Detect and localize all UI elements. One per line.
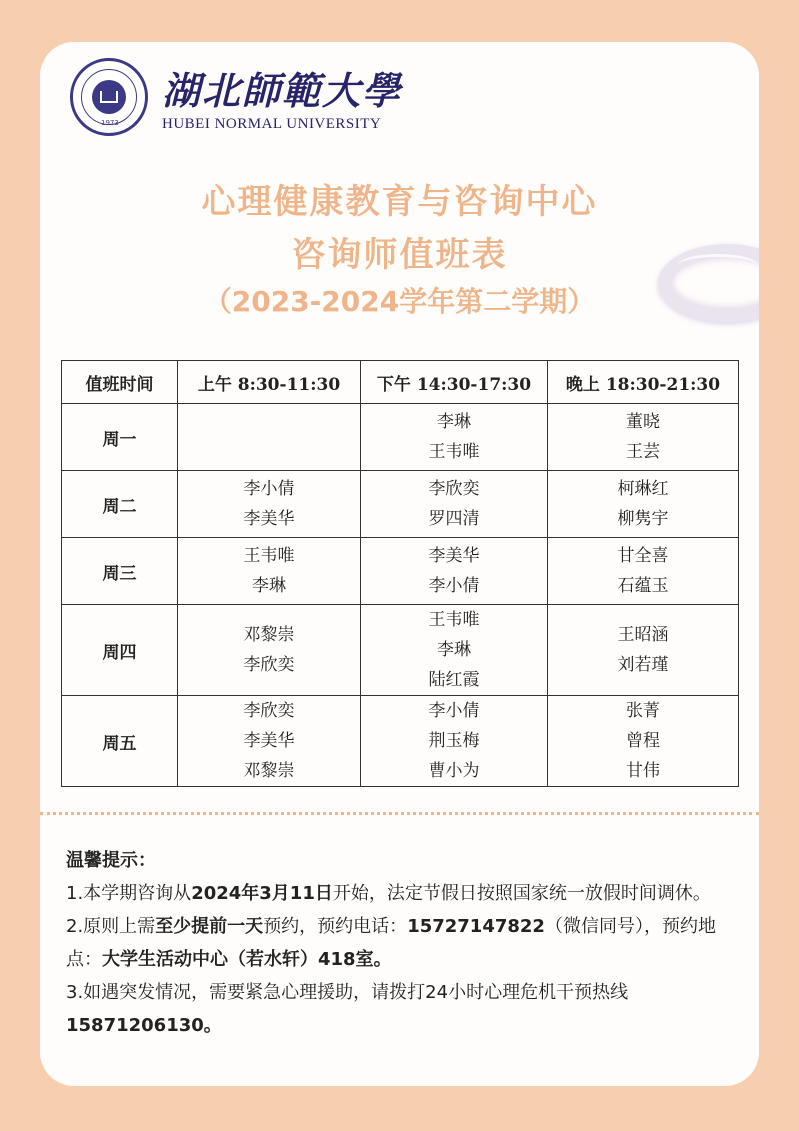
counselor-name: 董晓 bbox=[626, 412, 660, 432]
counselor-name: 王芸 bbox=[626, 442, 660, 462]
counselor-name: 陆红霞 bbox=[428, 670, 480, 690]
counselor-name: 李琳 bbox=[437, 640, 471, 660]
dotted-divider bbox=[40, 812, 759, 815]
header-morning: 上午 8:30-11:30 bbox=[178, 361, 361, 404]
table-row bbox=[62, 471, 739, 538]
title-schedule: 咨询师值班表 bbox=[291, 235, 508, 275]
tip-item-2: 2.原则上需至少提前一天预约，预约电话：15727147822（微信同号），预约地点：大学生活动中心（若水轩）418室。 bbox=[66, 916, 716, 970]
counselor-name: 李琳 bbox=[437, 412, 471, 432]
day-cell: 周三 bbox=[62, 538, 178, 605]
poster-card bbox=[40, 42, 759, 1086]
table-row bbox=[62, 605, 739, 696]
counselor-name: 张菁 bbox=[626, 701, 660, 721]
counselor-name: 李欣奕 bbox=[243, 701, 295, 721]
evening-cell bbox=[548, 696, 739, 787]
counselor-name: 李小倩 bbox=[428, 576, 480, 596]
afternoon-cell bbox=[361, 471, 548, 538]
counselor-name: 李欣奕 bbox=[428, 479, 480, 499]
counselor-name: 王韦唯 bbox=[428, 442, 480, 462]
evening-cell bbox=[548, 404, 739, 471]
counselor-name: 邓黎崇 bbox=[243, 625, 295, 645]
tips-heading: 温馨提示： bbox=[66, 850, 156, 871]
counselor-name: 李琳 bbox=[252, 576, 286, 596]
morning-cell bbox=[178, 538, 361, 605]
afternoon-cell bbox=[361, 696, 548, 787]
counselor-name: 甘全喜 bbox=[617, 546, 669, 566]
tip-item-3: 3.如遇突发情况，需要紧急心理援助，请拨打24小时心理危机干预热线 15871206130。 bbox=[66, 982, 629, 1036]
morning-cell bbox=[178, 471, 361, 538]
tips-section bbox=[66, 844, 741, 1042]
counselor-name: 石蕴玉 bbox=[617, 576, 669, 596]
day-cell: 周五 bbox=[62, 696, 178, 787]
counselor-name: 王昭涵 bbox=[617, 625, 669, 645]
counselor-name: 邓黎崇 bbox=[243, 761, 295, 781]
counselor-name: 李小倩 bbox=[428, 701, 480, 721]
counselor-name: 王韦唯 bbox=[243, 546, 295, 566]
day-cell: 周四 bbox=[62, 605, 178, 696]
counselor-name: 柯琳红 bbox=[617, 479, 669, 499]
counselor-name: 荆玉梅 bbox=[428, 731, 480, 751]
evening-cell bbox=[548, 605, 739, 696]
university-emblem-icon: 1973 bbox=[70, 58, 148, 136]
counselor-name: 李小倩 bbox=[243, 479, 295, 499]
title-term: （2023-2024学年第二学期） bbox=[203, 285, 596, 318]
afternoon-cell bbox=[361, 404, 548, 471]
counselor-name: 刘若瑾 bbox=[617, 655, 669, 675]
counselor-name: 曾程 bbox=[626, 731, 660, 751]
counselor-name: 罗四清 bbox=[428, 509, 480, 529]
evening-cell bbox=[548, 538, 739, 605]
counselor-name: 王韦唯 bbox=[428, 610, 480, 630]
counselor-name: 曹小为 bbox=[428, 761, 480, 781]
university-logo bbox=[70, 58, 410, 138]
tip-item-1: 1.本学期咨询从2024年3月11日开始，法定节假日按照国家统一放假时间调休。 bbox=[66, 883, 711, 904]
counselor-name: 李欣奕 bbox=[243, 655, 295, 675]
evening-cell bbox=[548, 471, 739, 538]
afternoon-cell bbox=[361, 538, 548, 605]
afternoon-cell bbox=[361, 605, 548, 696]
counselor-name: 甘伟 bbox=[626, 761, 660, 781]
table-row bbox=[62, 538, 739, 605]
header-evening: 晚上 18:30-21:30 bbox=[548, 361, 739, 404]
morning-cell bbox=[178, 404, 361, 471]
table-header-row bbox=[62, 361, 739, 404]
day-cell: 周一 bbox=[62, 404, 178, 471]
table-row bbox=[62, 696, 739, 787]
counselor-name: 李美华 bbox=[243, 731, 295, 751]
counselor-name: 柳隽宇 bbox=[617, 509, 669, 529]
university-name-cn: 湖北師範大學 bbox=[162, 68, 403, 113]
title-center: 心理健康教育与咨询中心 bbox=[201, 182, 598, 222]
morning-cell bbox=[178, 696, 361, 787]
table-row bbox=[62, 404, 739, 471]
header-time: 值班时间 bbox=[62, 361, 178, 404]
counselor-name: 李美华 bbox=[428, 546, 480, 566]
counselor-name: 李美华 bbox=[243, 509, 295, 529]
university-name-en: HUBEI NORMAL UNIVERSITY bbox=[162, 116, 382, 132]
day-cell: 周二 bbox=[62, 471, 178, 538]
morning-cell bbox=[178, 605, 361, 696]
header-afternoon: 下午 14:30-17:30 bbox=[361, 361, 548, 404]
duty-schedule-table bbox=[61, 360, 739, 787]
